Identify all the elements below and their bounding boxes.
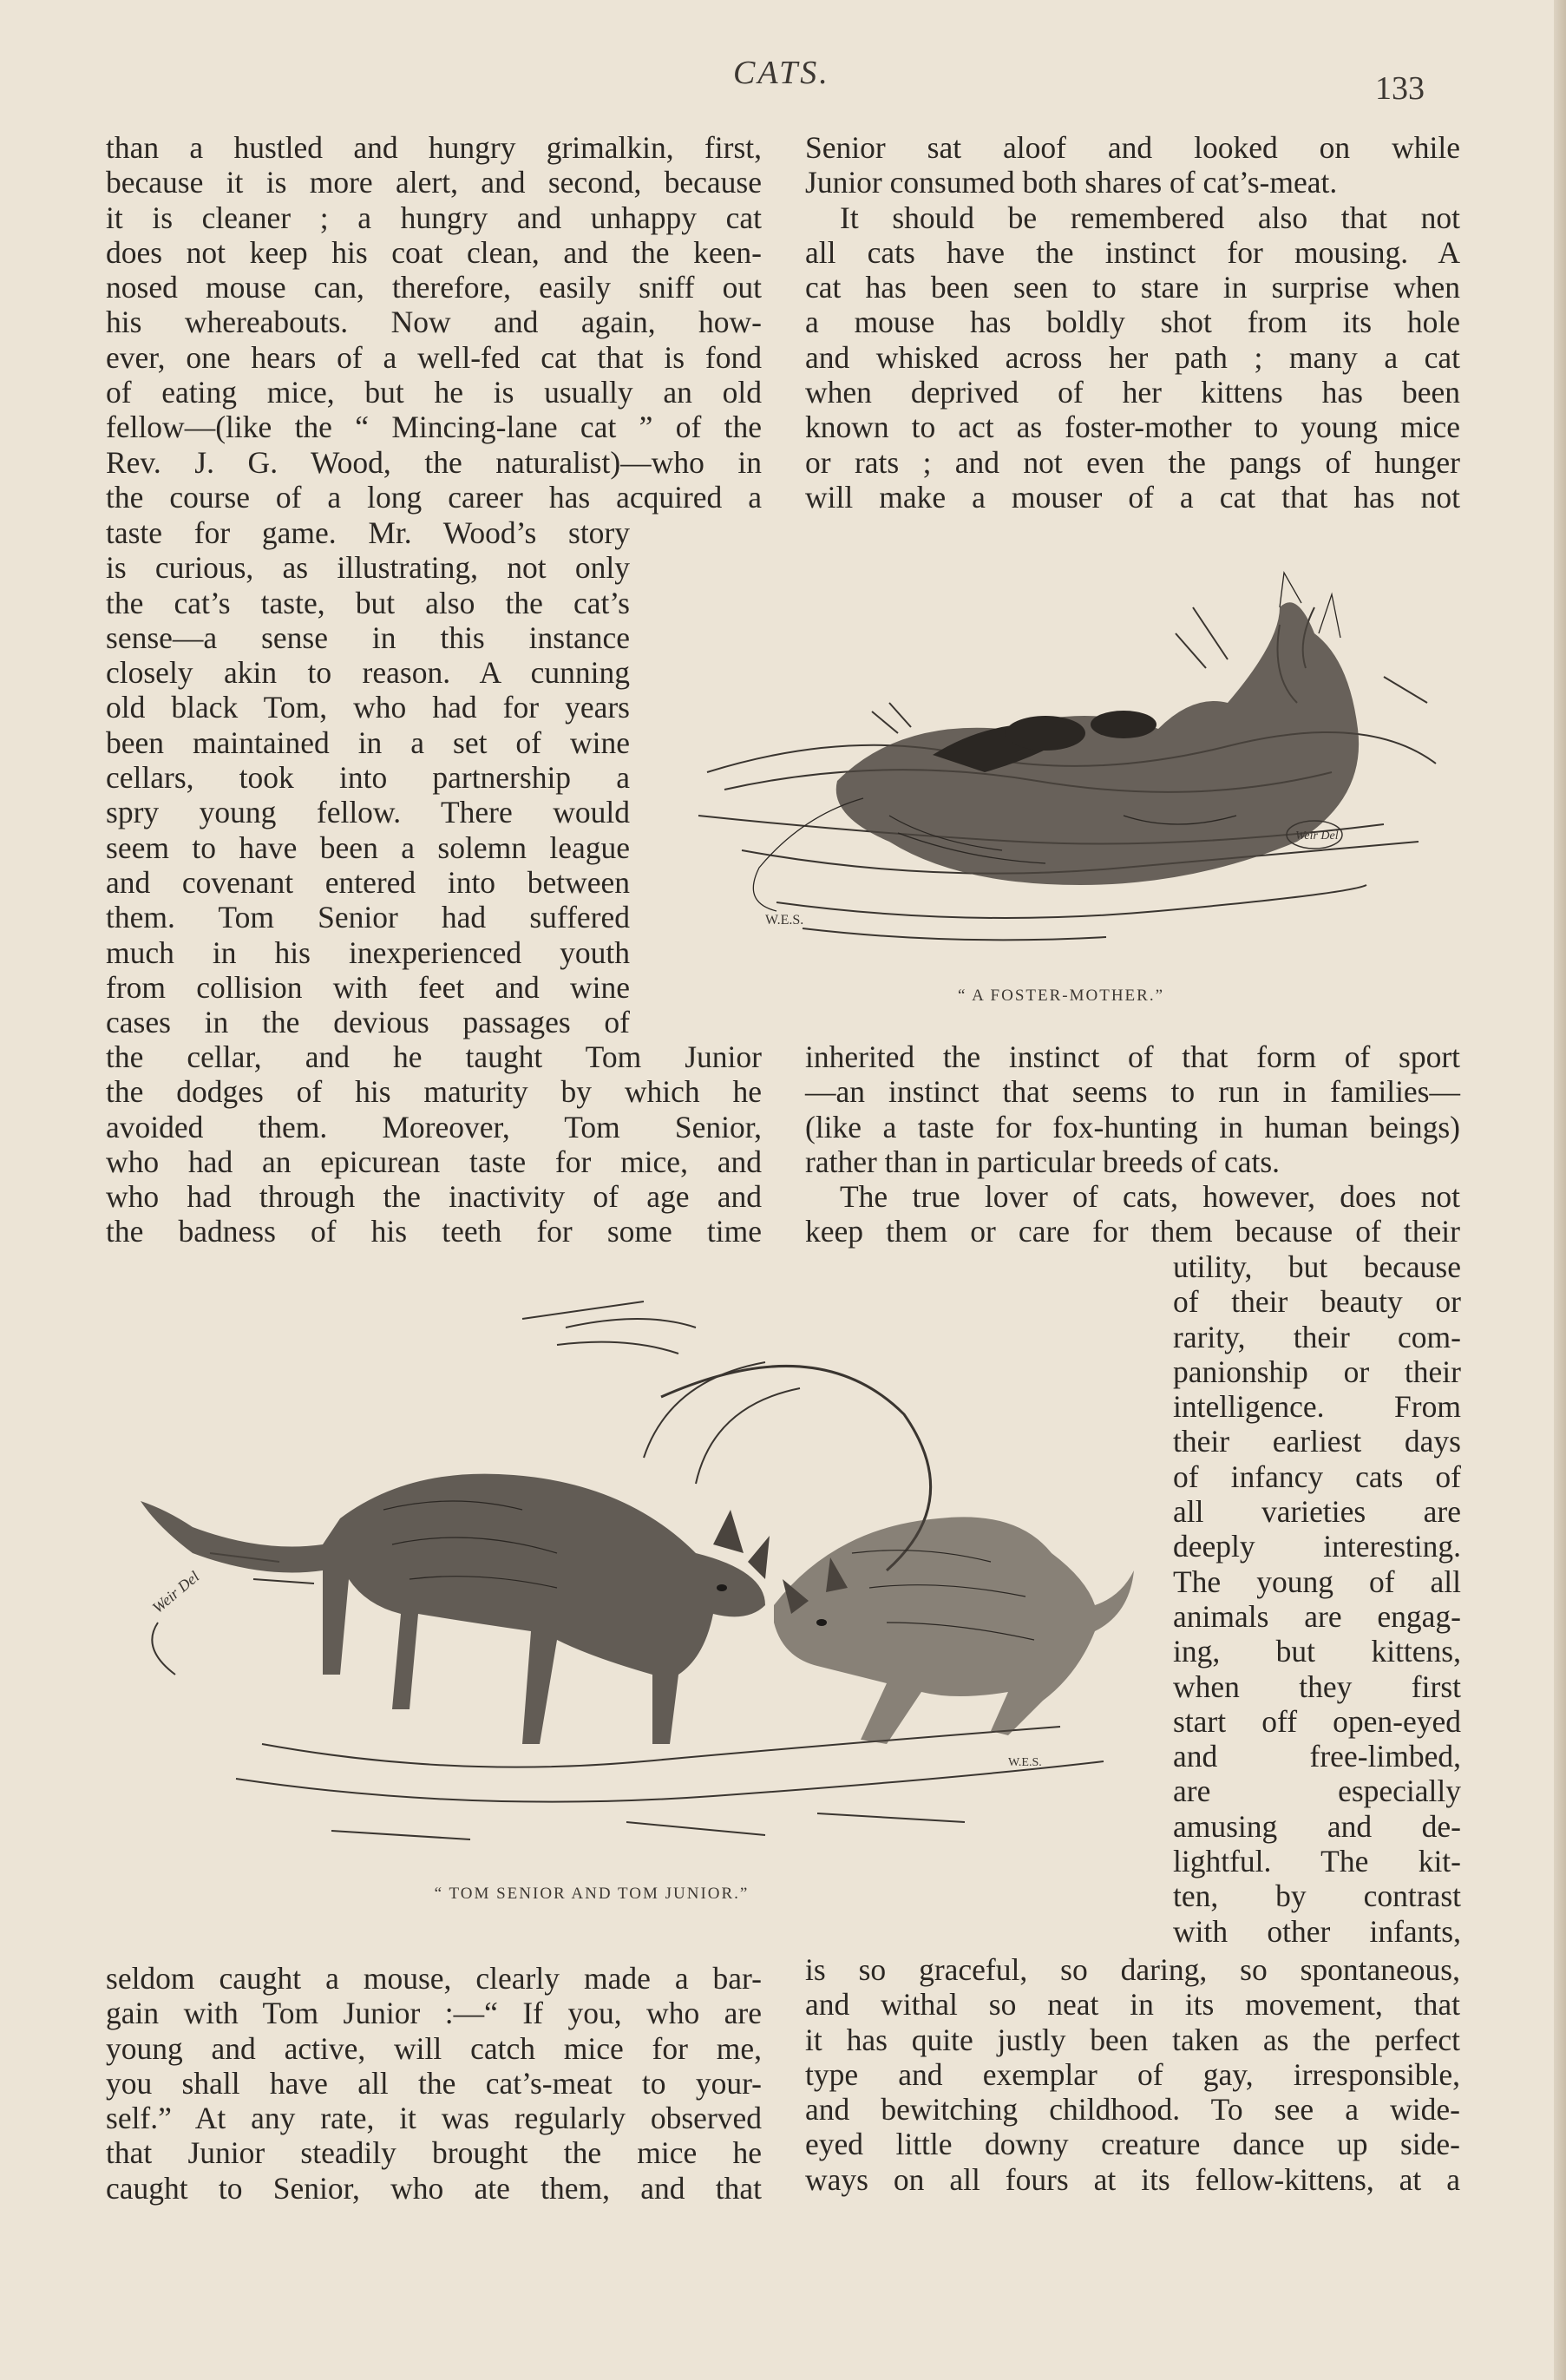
text-line: his whereabouts. Now and again, how- [106, 305, 762, 340]
text-line: is curious, as illustrating, not only [106, 550, 630, 586]
text-line: eyed little downy creature dance up side- [805, 2127, 1460, 2162]
text-line: known to act as foster-mother to young mice [805, 410, 1460, 445]
text-line: that Junior steadily brought the mice he [106, 2135, 762, 2171]
text-line: cat has been seen to stare in surprise when [805, 270, 1460, 305]
text-line: the cellar, and he taught Tom Junior [106, 1039, 762, 1074]
text-line: when deprived of her kittens has been [805, 375, 1460, 410]
text-line: does not keep his coat clean, and the keen- [106, 234, 762, 270]
text-line: you shall have all the cat’s-meat to your- [106, 2065, 762, 2101]
text-line: with other infants, [1173, 1913, 1461, 1949]
text-line: sense—a sense in this instance [106, 620, 630, 655]
text-line: been maintained in a set of wine [106, 724, 630, 760]
text-line: inherited the instinct of that form of sport [805, 1039, 1460, 1074]
text-line: the dodges of his maturity by which he [106, 1074, 762, 1110]
text-line: old black Tom, who had for years [106, 690, 630, 725]
text-line: caught to Senior, who ate them, and that [106, 2170, 762, 2206]
text-line: it has quite justly been taken as the perfect [805, 2022, 1460, 2057]
artist-mark: Weir Del [1295, 829, 1339, 843]
text-line: animals are engag- [1173, 1598, 1461, 1634]
text-line: of their beauty or [1173, 1284, 1461, 1320]
text-line: type and exemplar of gay, irresponsible, [805, 2056, 1460, 2092]
text-line: amusing and de- [1173, 1808, 1461, 1844]
text-line: utility, but because [1173, 1249, 1461, 1284]
text-line: who had an epicurean taste for mice, and [106, 1144, 762, 1179]
text-line: keep them or care for them because of their [805, 1214, 1460, 1249]
tom-senior-and-junior-illustration [106, 1293, 1164, 1892]
artist-mark: Weir Del [148, 1567, 203, 1617]
column-1-narrow [106, 515, 630, 1039]
text-line: It should be remembered also that not [840, 200, 1460, 235]
text-line: a mouse has boldly shot from its hole [805, 305, 1460, 340]
text-line: and whisked across her path ; many a cat [805, 339, 1460, 375]
text-line: ever, one hears of a well-fed cat that is fond [106, 339, 762, 375]
text-line: seem to have been a solemn league [106, 829, 630, 865]
text-line: than a hustled and hungry grimalkin, first, [106, 130, 762, 165]
running-header [0, 54, 1566, 106]
text-line: the course of a long career has acquired a [106, 479, 762, 515]
text-line: nosed mouse can, therefore, easily sniff out [106, 270, 762, 305]
text-line: it is cleaner ; a hungry and unhappy cat [106, 200, 762, 235]
text-line: and covenant entered into between [106, 864, 630, 900]
text-line: the cat’s taste, but also the cat’s [106, 585, 630, 620]
text-line: are especially [1173, 1774, 1461, 1809]
text-line: Senior sat aloof and looked on while [805, 130, 1460, 165]
page-number: 133 [1375, 70, 1425, 107]
text-line: spry young fellow. There would [106, 795, 630, 830]
text-line: of eating mice, but he is usually an old [106, 375, 762, 410]
column-2-middle [805, 1039, 1460, 1249]
text-line: taste for game. Mr. Wood’s story [106, 515, 630, 550]
text-line: seldom caught a mouse, clearly made a bar- [106, 1961, 762, 1996]
text-line: ways on all fours at its fellow-kittens, at a [805, 2161, 1460, 2197]
text-line: much in his inexperienced youth [106, 934, 630, 970]
figure-caption-tom-senior-junior: “ TOM SENIOR AND TOM JUNIOR.” [434, 1885, 750, 1903]
text-line: gain with Tom Junior :—“ If you, who are [106, 1996, 762, 2031]
column-1-bottom [106, 1039, 762, 1249]
text-line: of infancy cats of [1173, 1459, 1461, 1494]
text-line: and bewitching childhood. To see a wide- [805, 2092, 1460, 2128]
text-line: the badness of his teeth for some time [106, 1214, 762, 1249]
text-line: who had through the inactivity of age and [106, 1179, 762, 1215]
column-1-top [106, 130, 762, 515]
text-line: The young of all [1173, 1564, 1461, 1599]
text-line: Rev. J. G. Wood, the naturalist)—who in [106, 444, 762, 480]
text-line: all varieties are [1173, 1494, 1461, 1530]
page-edge [1554, 0, 1566, 2380]
text-line: Junior consumed both shares of cat’s-meat. [805, 165, 1338, 200]
text-line: will make a mouser of a cat that has not [805, 479, 1460, 515]
text-line: deeply interesting. [1173, 1529, 1461, 1564]
figure-caption-foster-mother: “ A FOSTER-MOTHER.” [957, 987, 1165, 1005]
text-line: young and active, will catch mice for me, [106, 2030, 762, 2066]
text-line: rarity, their com- [1173, 1319, 1461, 1354]
text-line: —an instinct that seems to run in families— [805, 1074, 1460, 1110]
text-line: is so graceful, so daring, so spontaneous, [805, 1952, 1460, 1987]
text-line: (like a taste for fox-hunting in human beings) [805, 1109, 1460, 1144]
text-line: intelligence. From [1173, 1389, 1461, 1425]
text-line: start off open-eyed [1173, 1703, 1461, 1739]
text-line: because it is more alert, and second, because [106, 165, 762, 200]
text-line: closely akin to reason. A cunning [106, 655, 630, 691]
text-line: or rats ; and not even the pangs of hunger [805, 444, 1460, 480]
text-line: self.” At any rate, it was regularly observed [106, 2101, 762, 2136]
text-line: cellars, took into partnership a [106, 760, 630, 796]
text-line: lightful. The kit- [1173, 1844, 1461, 1879]
text-line: The true lover of cats, however, does not [840, 1179, 1460, 1215]
text-line: and withal so neat in its movement, that [805, 1987, 1460, 2023]
engraver-signature: W.E.S. [765, 913, 804, 928]
text-line: their earliest days [1173, 1424, 1461, 1459]
text-line: and free-limbed, [1173, 1739, 1461, 1774]
column-2-bottom [805, 1952, 1460, 2197]
text-line: rather than in particular breeds of cats. [805, 1144, 1281, 1179]
engraver-signature: W.E.S. [1008, 1756, 1042, 1769]
text-line: them. Tom Senior had suffered [106, 900, 630, 935]
text-line: fellow—(like the “ Mincing-lane cat ” of the [106, 410, 762, 445]
text-line: all cats have the instinct for mousing. A [805, 234, 1460, 270]
running-title: CATS. [733, 55, 830, 91]
text-line: ing, but kittens, [1173, 1634, 1461, 1669]
text-line: cases in the devious passages of [106, 1005, 630, 1040]
text-line: ten, by contrast [1173, 1878, 1461, 1914]
foster-mother-illustration [672, 555, 1458, 980]
column-2-narrow [1173, 1249, 1461, 1949]
column-2-top [805, 130, 1460, 515]
column-1-after-figure [106, 1961, 762, 2206]
text-line: when they first [1173, 1669, 1461, 1704]
text-line: from collision with feet and wine [106, 969, 630, 1005]
text-line: avoided them. Moreover, Tom Senior, [106, 1109, 762, 1144]
text-line: panionship or their [1173, 1354, 1461, 1389]
